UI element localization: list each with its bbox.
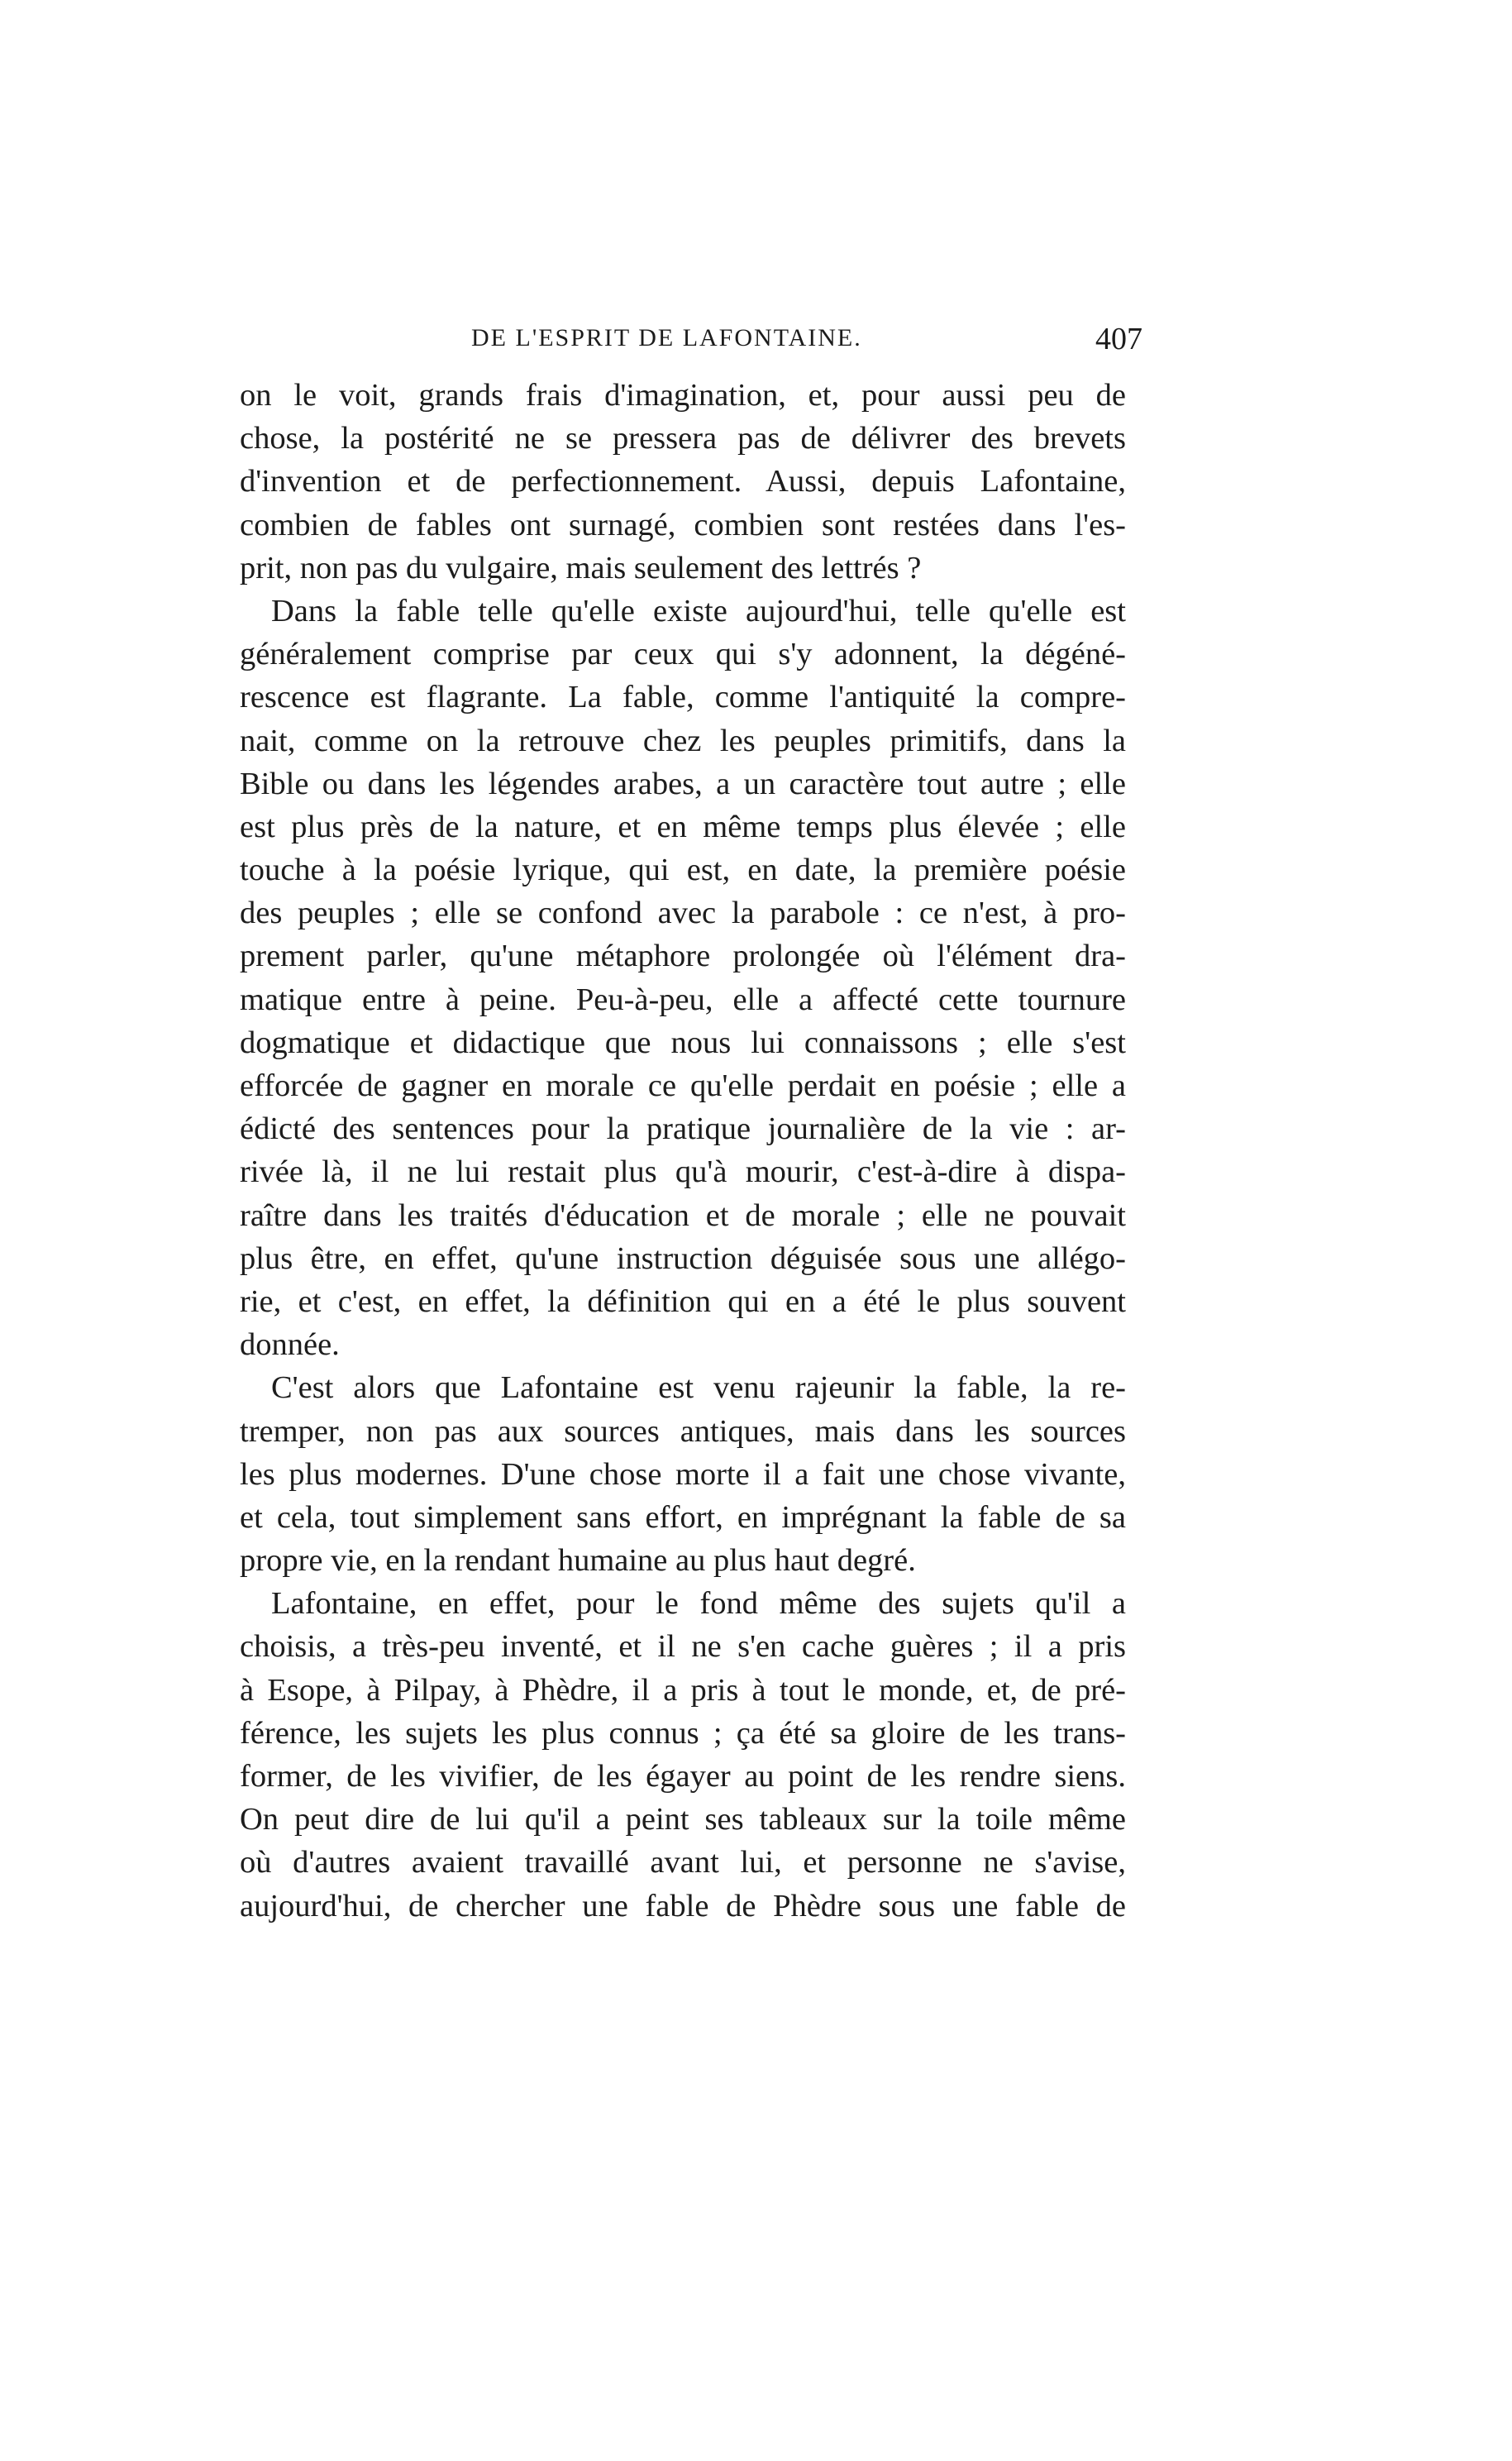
text-line: férence, les sujets les plus connus ; ça été sa gloire de les trans-: [240, 1715, 1126, 1751]
text-line: chose, la postérité ne se pressera pas de délivrer des brevets: [240, 421, 1126, 456]
text-line: choisis, a très-peu inventé, et il ne s'en cache guères ; il a pris: [240, 1629, 1126, 1665]
text-line: prit, non pas du vulgaire, mais seulement des lettrés ?: [240, 550, 922, 585]
text-line: tremper, non pas aux sources antiques, mais dans les sources: [240, 1413, 1126, 1449]
text-line: nait, comme on la retrouve chez les peuples primitifs, dans la: [240, 723, 1126, 758]
text-line: On peut dire de lui qu'il a peint ses tableaux sur la toile même: [240, 1802, 1126, 1837]
text-line: on le voit, grands frais d'imagination, et, pour aussi peu de: [240, 378, 1126, 413]
text-line: Bible ou dans les légendes arabes, a un caractère tout autre ; elle: [240, 766, 1126, 801]
running-head: [240, 324, 1159, 366]
text-line: et cela, tout simplement sans effort, en imprégnant la fable de sa: [240, 1499, 1126, 1535]
text-line: les plus modernes. D'une chose morte il a fait une chose vivante,: [240, 1456, 1126, 1492]
text-line: édicté des sentences pour la pratique journalière de la vie : ar-: [240, 1111, 1126, 1147]
paragraph-start-line: Lafontaine, en effet, pour le fond même des sujets qu'il a: [271, 1586, 1126, 1622]
text-line: propre vie, en la rendant humaine au plus haut degré.: [240, 1543, 916, 1579]
text-line: former, de les vivifier, de les égayer au point de les rendre siens.: [240, 1759, 1126, 1794]
text-line: où d'autres avaient travaillé avant lui, et personne ne s'avise,: [240, 1845, 1126, 1880]
paragraph-start-line: C'est alors que Lafontaine est venu rajeunir la fable, la re-: [271, 1370, 1126, 1406]
running-title: DE L'ESPRIT DE LAFONTAINE.: [471, 324, 862, 351]
page-number: 407: [1095, 322, 1142, 356]
text-line: efforcée de gagner en morale ce qu'elle perdait en poésie ; elle a: [240, 1068, 1126, 1103]
text-line: rivée là, il ne lui restait plus qu'à mourir, c'est-à-dire à dispa-: [240, 1154, 1126, 1190]
text-line: généralement comprise par ceux qui s'y adonnent, la dégéné-: [240, 637, 1126, 672]
text-line: des peuples ; elle se confond avec la parabole : ce n'est, à pro-: [240, 896, 1126, 931]
text-line: rescence est flagrante. La fable, comme l'antiquité la compre-: [240, 680, 1126, 715]
text-line: prement parler, qu'une métaphore prolongée où l'élément dra-: [240, 939, 1126, 974]
text-line: est plus près de la nature, et en même temps plus élevée ; elle: [240, 809, 1126, 844]
text-line: dogmatique et didactique que nous lui connaissons ; elle s'est: [240, 1025, 1126, 1060]
text-line: raître dans les traités d'éducation et de morale ; elle ne pouvait: [240, 1197, 1126, 1233]
text-line: matique entre à peine. Peu-à-peu, elle a affecté cette tournure: [240, 982, 1126, 1017]
text-line: rie, et c'est, en effet, la définition qui en a été le plus souvent: [240, 1283, 1126, 1319]
text-line: aujourd'hui, de chercher une fable de Phèdre sous une fable de: [240, 1888, 1126, 1923]
text-line: touche à la poésie lyrique, qui est, en date, la première poésie: [240, 853, 1126, 888]
body-text: [240, 374, 1126, 1928]
text-line: à Esope, à Pilpay, à Phèdre, il a pris à tout le monde, et, de pré-: [240, 1672, 1126, 1708]
text-line: donnée.: [240, 1327, 340, 1363]
text-line: combien de fables ont surnagé, combien sont restées dans l'es-: [240, 507, 1126, 542]
paragraph-start-line: Dans la fable telle qu'elle existe aujourd'hui, telle qu'elle est: [271, 593, 1126, 628]
text-line: plus être, en effet, qu'une instruction déguisée sous une allégo-: [240, 1240, 1126, 1276]
text-line: d'invention et de perfectionnement. Aussi, depuis Lafontaine,: [240, 464, 1126, 499]
